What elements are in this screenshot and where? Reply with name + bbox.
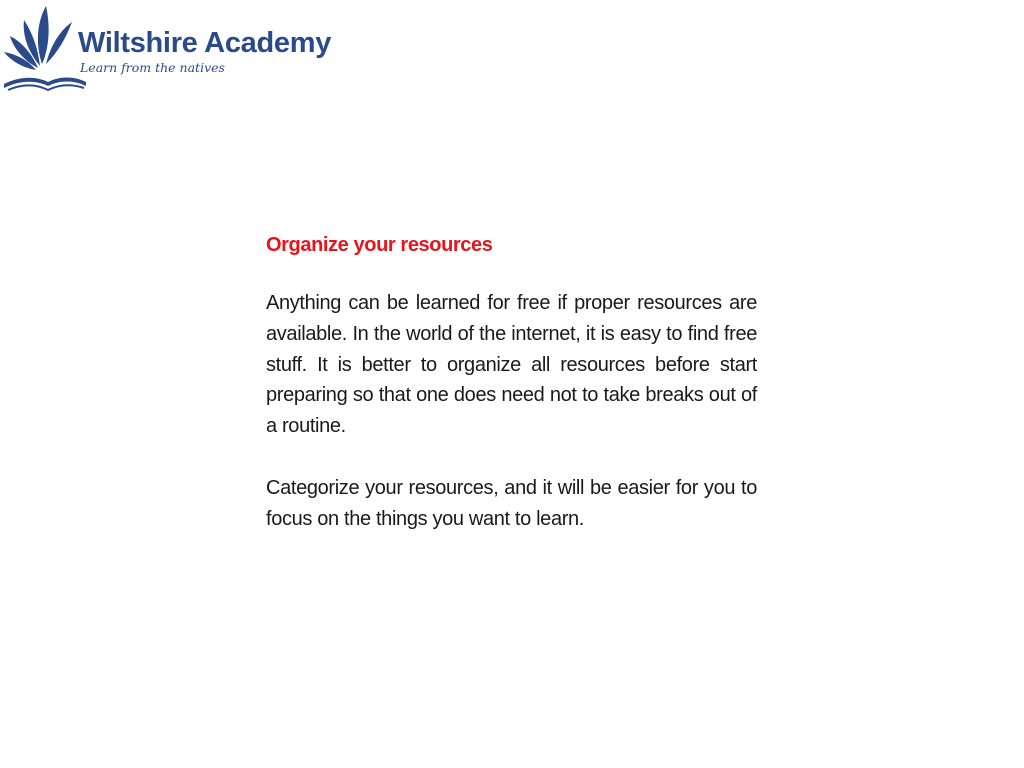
slide-paragraph-1: Anything can be learned for free if proper resources are available. In the world of the internet, it is easy to find free stuff. It is better to organize all resources before start preparing so that one does need not to take breaks out of a routine. bbox=[266, 292, 757, 438]
open-book-leaves-icon bbox=[2, 2, 86, 94]
brand-logo bbox=[2, 2, 362, 94]
brand-tagline: Learn from the natives bbox=[80, 60, 225, 75]
slide-paragraph-2: Categorize your resources, and it will be easier for you to focus on the things you want to learn. bbox=[266, 476, 757, 530]
brand-name: Wiltshire Academy bbox=[78, 27, 332, 59]
slide-heading: Organize your resources bbox=[266, 234, 493, 256]
slide-content bbox=[266, 232, 757, 566]
